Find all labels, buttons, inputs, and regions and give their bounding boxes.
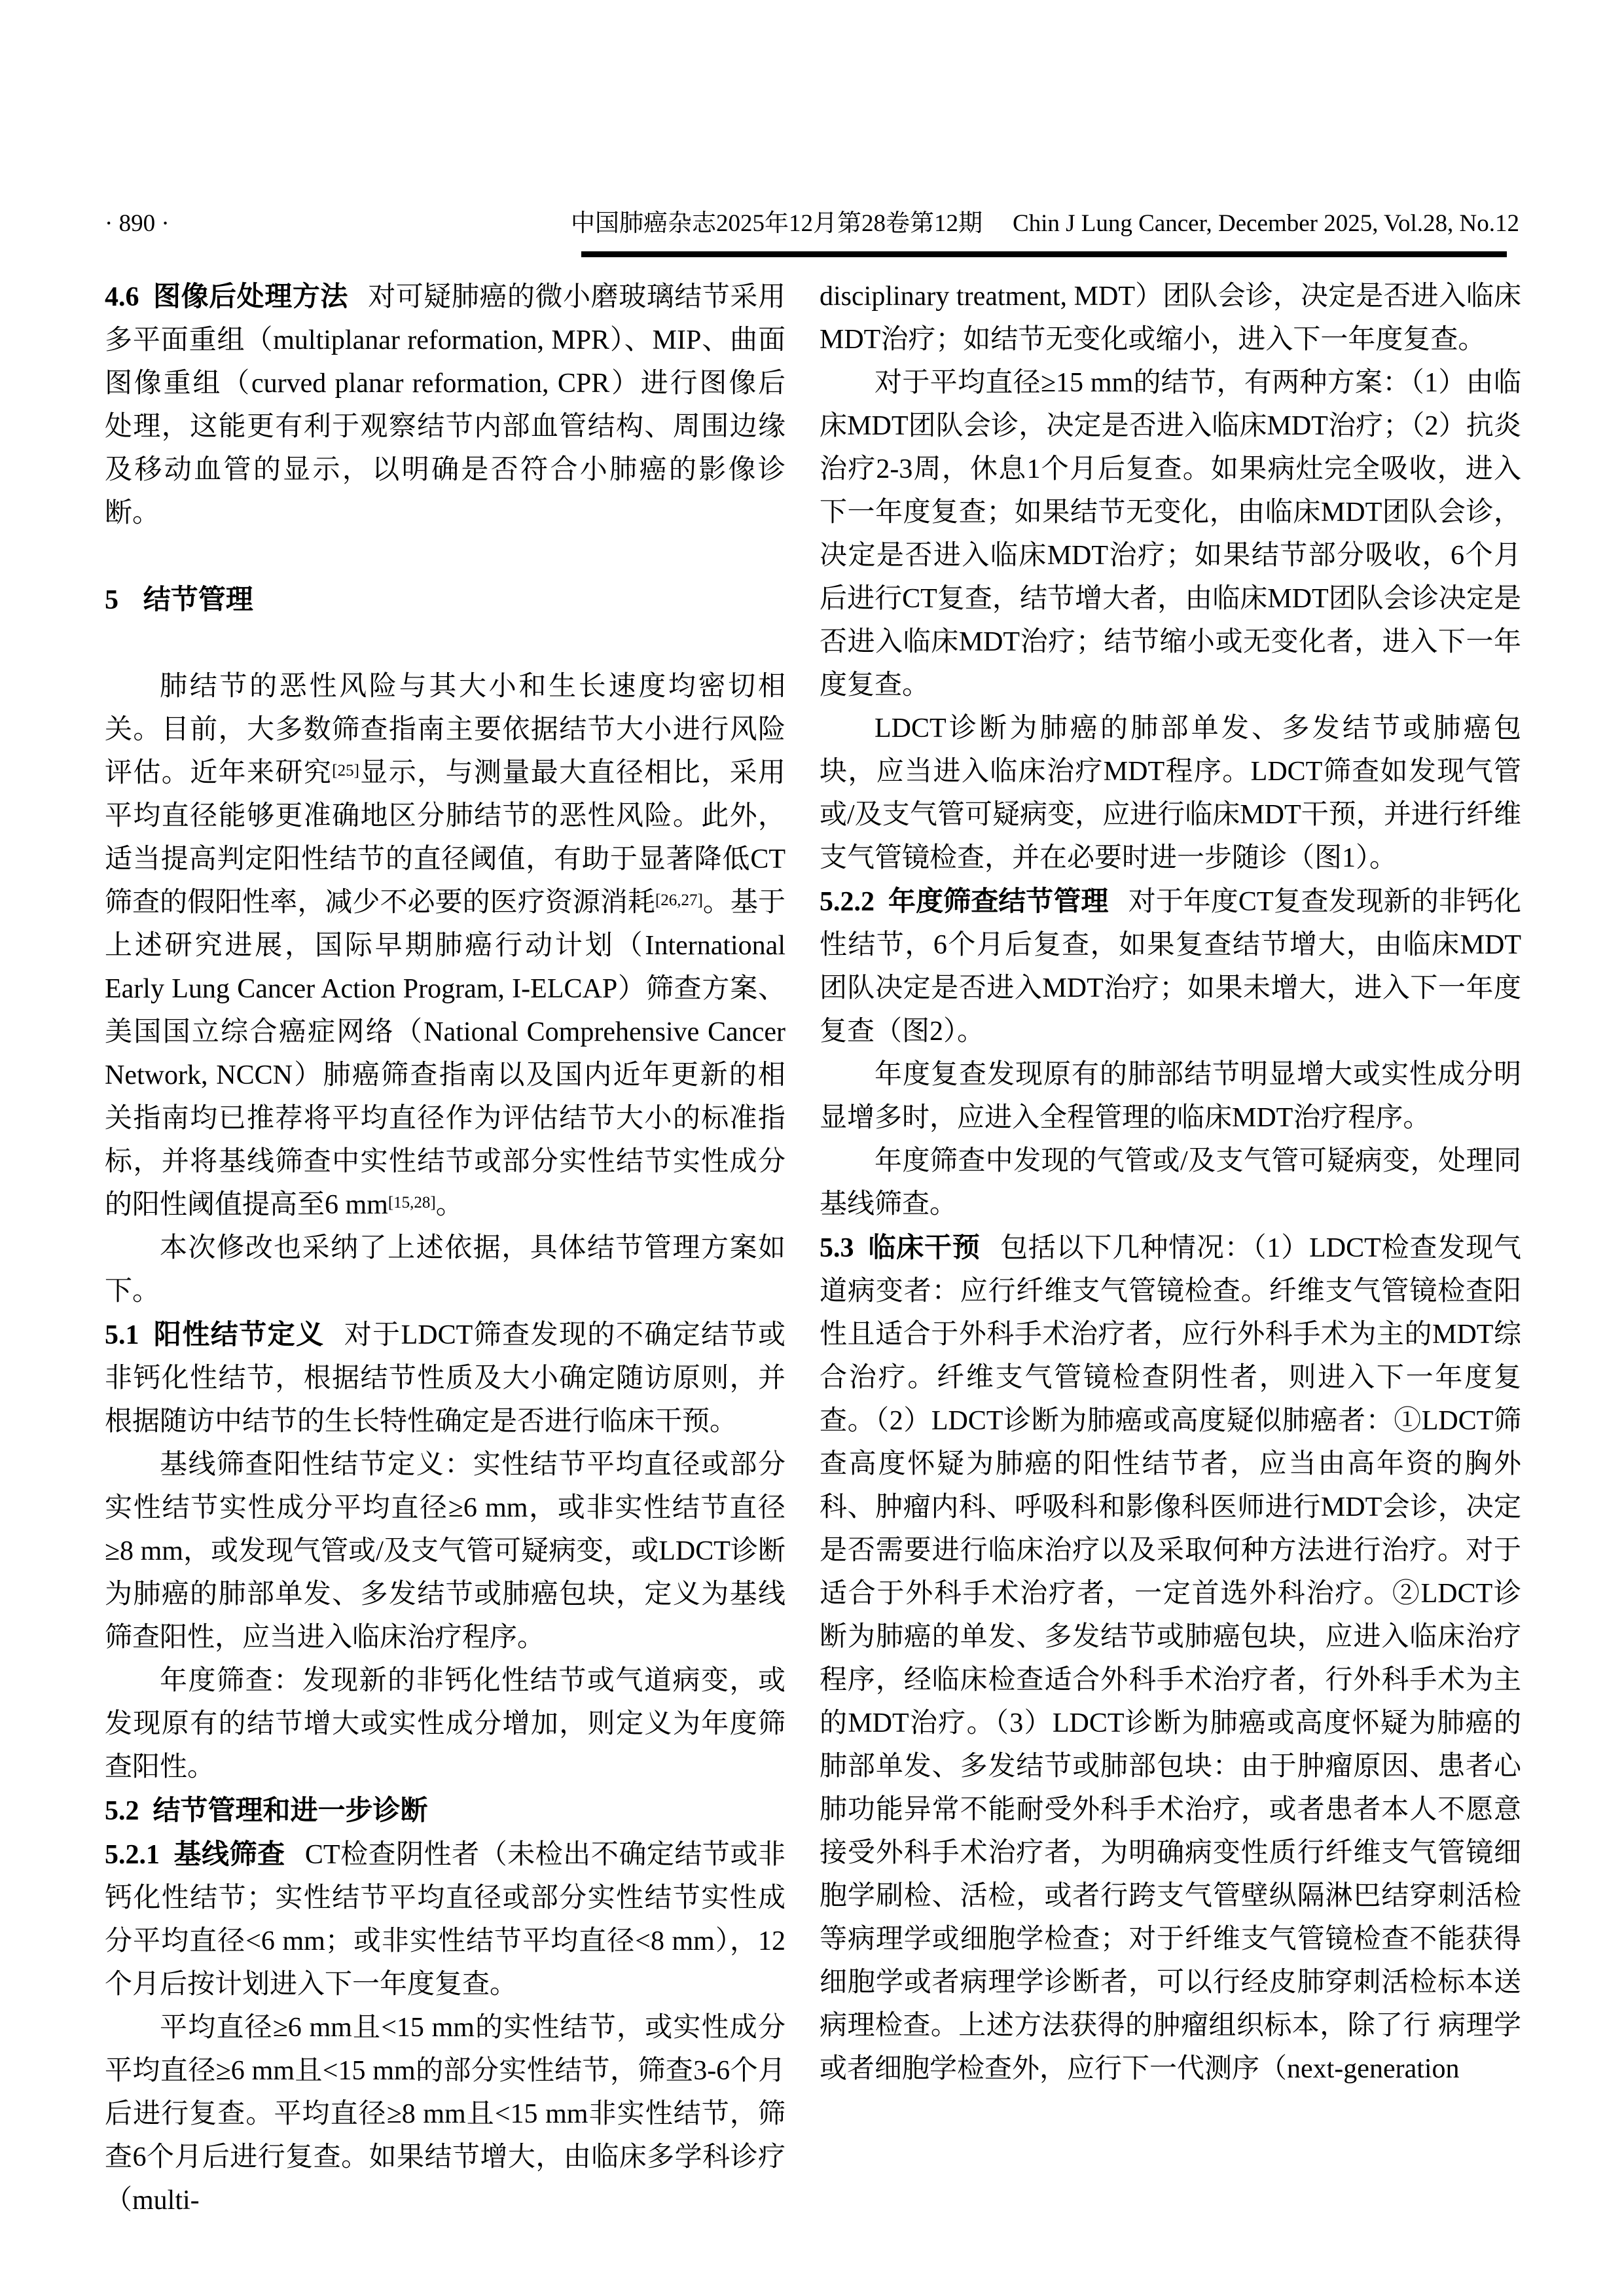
nodule-15mm-paragraph [820, 361, 1521, 707]
section-5-2-heading [105, 1789, 785, 1833]
section-5-2-2-paragraph [820, 880, 1521, 1053]
paragraph-text: CT检查阴性者（未检出不确定结节或非钙化性结节；实性结节平均直径或部分实性结节实性成分平均直径<6 mm；或非实性结节平均直径<8 mm），12个月后按计划进入下一年度复查。 [105, 1840, 785, 2000]
reference-citation: [26,27] [655, 891, 703, 909]
section-4-6-paragraph [105, 275, 785, 535]
header-rule [581, 251, 1507, 257]
section-title: 基线筛查 [173, 1839, 285, 1869]
reference-citation: [25] [332, 762, 359, 780]
paragraph-text: 。 [435, 1190, 463, 1220]
section-5-3-paragraph [820, 1226, 1521, 2091]
paragraph-text: 显示，与测量最大直径相比，采用平均直径能够更准确地区分肺结节的恶性风险。此外，适当提高判定阳性结节的直径阈值，有助于显著降低CT筛查的假阳性率，减少不必要的医疗资源消耗 [105, 758, 785, 918]
paragraph-text: 对于年度CT复查发现新的非钙化性结节，6个月后复查，如果复查结节增大，由临床MDT团队决定是否进入MDT治疗；如果未增大，进入下一年度复查（图2）。 [820, 887, 1521, 1047]
section-title: 阳性结节定义 [153, 1319, 325, 1350]
mdt-continuation-paragraph [820, 275, 1521, 361]
ldct-diagnosis-paragraph [820, 707, 1521, 880]
section-number: 5.2.1 [105, 1840, 160, 1870]
section-title: 图像后处理方法 [153, 281, 348, 312]
right-column [820, 275, 1521, 2091]
section-number: 5.1 [105, 1320, 139, 1350]
paragraph-text: 包括以下几种情况：（1）LDCT检查发现气道病变者：应行纤维支气管镜检查。纤维支气管镜检查阳性且适合于外科手术治疗者，应行外科手术为主的MDT综合治疗。纤维支气管镜检查阴性者，则进入下一年度复查。（2）LDCT诊断为肺癌或高度疑似肺癌者：①LDCT筛查高度怀疑为肺癌的阳性结节者，应当由高年资的胸外科、肿瘤内科、呼吸科和影像科医师进行MDT会诊，决定是否需要进行临床治疗以及采取何种方法进行治疗。对于适合于外科手术治疗者，一定首选外科治疗。②LDCT诊断为肺癌的单发、多发结节或肺癌包块，应进入临床治疗程序，经临床检查适合外科手术治疗者，行外科手术为主的MDT治疗。（3）LDCT诊断为肺癌或高度怀疑为肺癌的肺部单发、多发结节或肺部包块：由于肿瘤原因、患者心肺功能异常不能耐受外科手术治疗，或者患者本人不愿意接受外科手术治疗者，为明确病变性质行纤维支气管镜细胞学刷检、活检，或者行跨支气管壁纵隔淋巴结穿刺活检等病理学或细胞学检查；对于纤维支气管镜检查不能获得细胞学或者病理学诊断者，可以行经皮肺穿刺活检标本送病理检查。上述方法获得的肿瘤组织标本，除了行 病理学或者细胞学检查外，应行下一代测序（next-generation [820, 1233, 1521, 2084]
section-5-1-paragraph [105, 1313, 785, 1443]
reference-citation: [15,28] [388, 1194, 436, 1212]
section-number: 5.3 [820, 1233, 854, 1263]
annual-growth-paragraph [820, 1053, 1521, 1140]
paragraph-text: 对于LDCT筛查发现的不确定结节或非钙化性结节，根据结节性质及大小确定随访原则，并根据随访中结节的生长特性确定是否进行临床干预。 [105, 1320, 785, 1437]
page-number: · 890 · [105, 210, 170, 237]
paragraph-text: 基线筛查阳性结节定义：实性结节平均直径或部分实性结节实性成分平均直径≥6 mm，或非实性结节直径≥8 mm，或发现气管或/及支气管可疑病变，或LDCT诊断为肺癌的肺部单发、多发结节或肺癌包块，定义为基线筛查阳性，应当进入临床治疗程序。 [105, 1450, 785, 1653]
section-number: 5.2 [105, 1796, 139, 1826]
section-title: 临床干预 [867, 1232, 981, 1263]
paragraph-text: 本次修改也采纳了上述依据，具体结节管理方案如下。 [105, 1233, 785, 1306]
running-head [571, 209, 1519, 238]
journal-title-cn: 中国肺癌杂志2025年12月第28卷第12期 [570, 210, 983, 237]
section-title: 年度筛查结节管理 [888, 886, 1109, 916]
paragraph-text: 年度筛查：发现新的非钙化性结节或气道病变，或发现原有的结节增大或实性成分增加，则定义为年度筛查阳性。 [105, 1666, 785, 1782]
section-title: 结节管理和进一步诊断 [153, 1795, 428, 1825]
section-number: 5 [105, 585, 118, 615]
journal-title-en: Chin J Lung Cancer, December 2025, Vol.28, No.12 [1012, 210, 1519, 237]
section-number: 4.6 [105, 282, 139, 312]
paragraph-text: 年度复查发现原有的肺部结节明显增大或实性成分明显增多时，应进入全程管理的临床MDT治疗程序。 [820, 1060, 1521, 1133]
paragraph-text: 对可疑肺癌的微小磨玻璃结节采用多平面重组（multiplanar reformation, MPR）、MIP、曲面图像重组（curved planar reformation, CPR）进行图像后处理，这能更有利于观察结节内部血管结构、周围边缘及移动血管的显示，以明确是否符合小肺癌的影像诊断。 [105, 282, 785, 528]
section-5-heading [105, 578, 785, 622]
revision-paragraph [105, 1227, 785, 1313]
section-5-2-1-paragraph [105, 1833, 785, 2006]
paragraph-text: 对于平均直径≥15 mm的结节，有两种方案：（1）由临床MDT团队会诊，决定是否进入临床MDT治疗；（2）抗炎治疗2-3周，休息1个月后复查。如果病灶完全吸收，进入下一年度复查；如果结节无变化，由临床MDT团队会诊，决定是否进入临床MDT治疗；如果结节部分吸收，6个月后进行CT复查，结节增大者，由临床MDT团队会诊决定是否进入临床MDT治疗；结节缩小或无变化者，进入下一年度复查。 [820, 368, 1521, 700]
left-column [105, 275, 785, 2222]
paragraph-text: 。基于上述研究进展，国际早期肺癌行动计划（International Early Lung Cancer Action Program, I-ELCAP）筛查方案、美国国立综合癌症网络（National Comprehensive Cancer Network, NCCN）肺癌筛查指南以及国内近年更新的相关指南均已推荐将平均直径作为评估结节大小的标准指标，并将基线筛查中实性结节或部分实性结节实性成分的阳性阈值提高至6 mm [105, 888, 785, 1220]
paragraph-text: 肺结节的恶性风险与其大小和生长速度均密切相关。目前，大多数筛查指南主要依据结节大小进行风险评估。近年来研究 [105, 672, 785, 788]
nodule-6-15mm-paragraph [105, 2006, 785, 2222]
paragraph-text: 平均直径≥6 mm且<15 mm的实性结节，或实性成分平均直径≥6 mm且<15 mm的部分实性结节，筛查3-6个月后进行复查。平均直径≥8 mm且<15 mm非实性结节，筛查6个月后进行复查。如果结节增大，由临床多学科诊疗（multi- [105, 2013, 785, 2216]
section-number: 5.2.2 [820, 887, 875, 917]
section-title: 结节管理 [143, 584, 253, 615]
annual-definition-paragraph [105, 1659, 785, 1789]
paragraph-text: LDCT诊断为肺癌的肺部单发、多发结节或肺癌包块，应当进入临床治疗MDT程序。LDCT筛查如发现气管或/及支气管可疑病变，应进行临床MDT干预，并进行纤维支气管镜检查，并在必要时进一步随诊（图1）。 [820, 713, 1521, 873]
annual-airway-paragraph [820, 1140, 1521, 1226]
paragraph-text: disciplinary treatment, MDT）团队会诊，决定是否进入临床MDT治疗；如结节无变化或缩小，进入下一年度复查。 [820, 281, 1521, 355]
paragraph-text: 年度筛查中发现的气管或/及支气管可疑病变，处理同基线筛查。 [820, 1146, 1521, 1219]
baseline-definition-paragraph [105, 1443, 785, 1659]
intro-paragraph [105, 665, 785, 1227]
